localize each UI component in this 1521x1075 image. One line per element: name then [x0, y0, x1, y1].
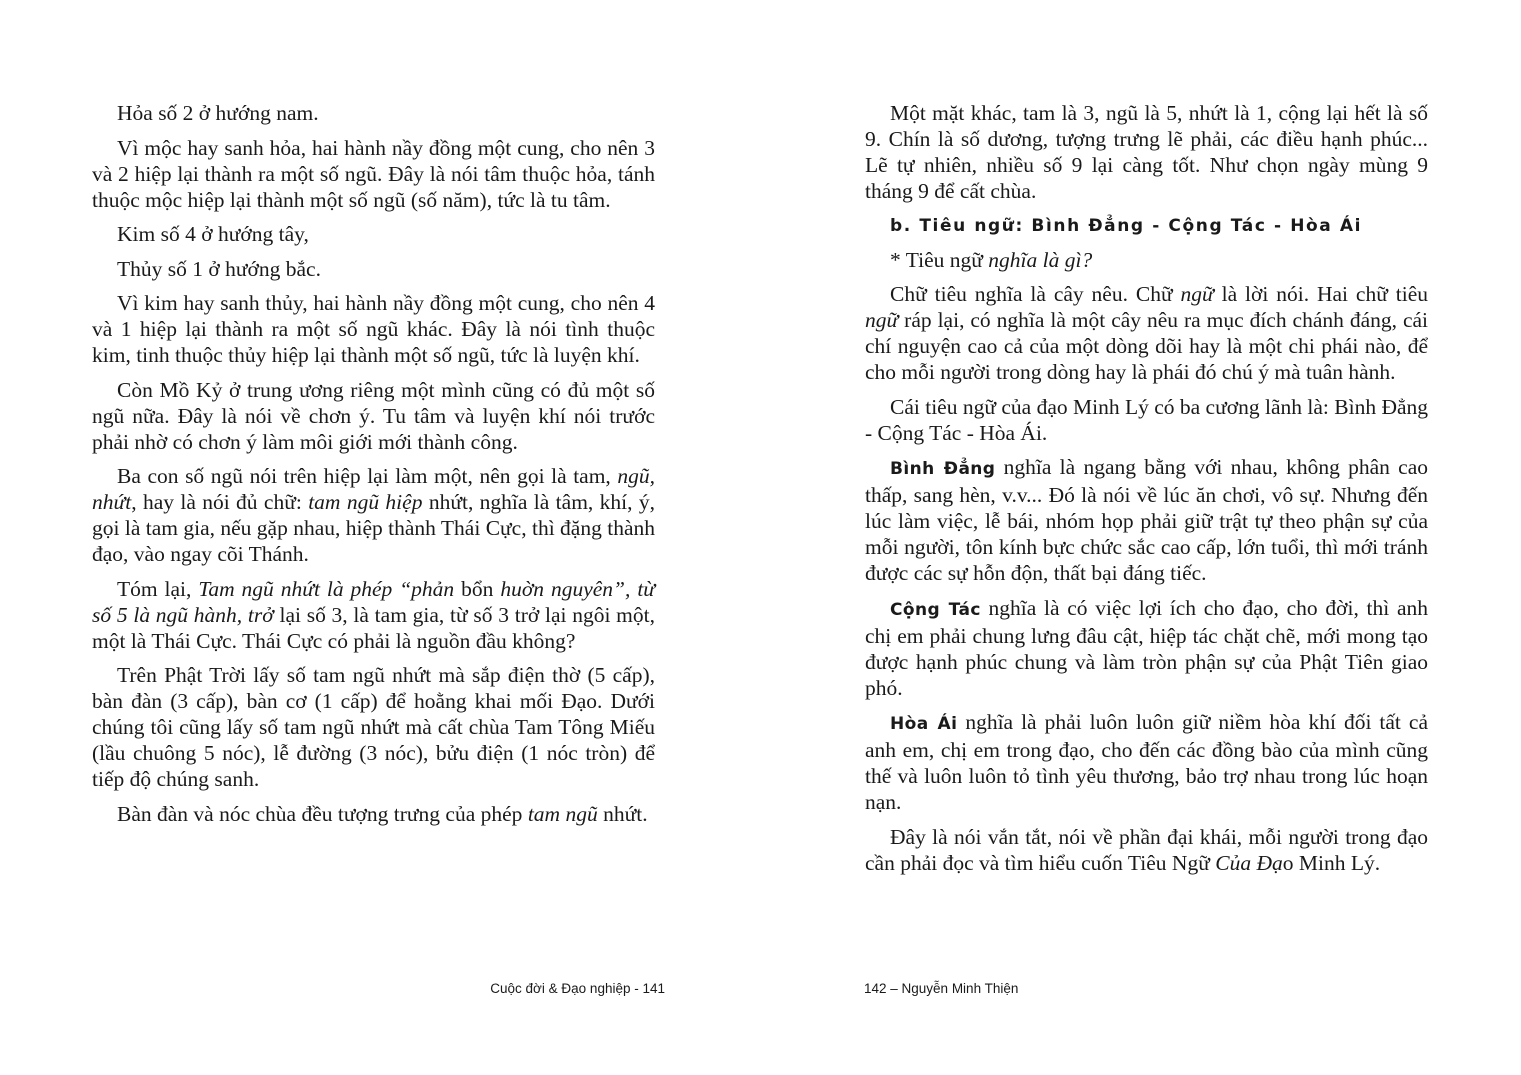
paragraph — [865, 709, 1428, 815]
text-run: bổn — [454, 576, 501, 601]
text-run: Vì kim hay sanh thủy, hai hành nầy đồng một cung, cho nên 4 và 1 hiệp lại thành ra một số ngũ khác. Đây là nói tình thuộc kim, tinh thuộc thủy hiệp lại thành một số ngũ, tức là luyện khí. — [92, 291, 655, 367]
text-run: b. Tiêu ngữ: Bình Đẳng - Cộng Tác - Hòa Ái — [890, 215, 1363, 236]
text-run: , hay là nói đủ chữ: — [131, 490, 309, 514]
paragraph — [92, 801, 655, 827]
paragraph — [92, 377, 655, 455]
paragraph — [865, 100, 1428, 204]
paragraph — [865, 247, 1428, 273]
text-run: lại số 3, là tam gia, từ số 3 trở lại ngôi một, một là Thái Cực. Thái Cực có phải là nguồn đầu không? — [92, 602, 655, 653]
left-page-footer: Cuộc đời & Đạo nghiệp - 141 — [490, 981, 665, 996]
left-page — [92, 100, 655, 835]
bold-term: Cộng Tác — [890, 599, 981, 620]
paragraph — [92, 135, 655, 213]
paragraph — [92, 100, 655, 126]
text-run: Còn Mồ Kỷ ở trung ương riêng một mình cũng có đủ một số ngũ nữa. Đây là nói về chơn ý. Tu tâm và luyện khí nói trước phải nhờ có chơn ý làm môi giới mới thành công. — [92, 377, 655, 454]
paragraph — [865, 394, 1428, 446]
text-run: * Tiêu ngữ — [890, 247, 989, 272]
paragraph — [92, 256, 655, 282]
right-page-footer: 142 – Nguyễn Minh Thiện — [864, 981, 1019, 996]
paragraph — [865, 824, 1428, 876]
paragraph — [865, 595, 1428, 701]
text-run: Trên Phật Trời lấy số tam ngũ nhứt mà sắp điện thờ (5 cấp), bàn đàn (3 cấp), bàn cơ (1 cấp) để hoằng khai mối Đạo. Dưới chúng tôi cũng lấy số tam ngũ nhứt mà cất chùa Tam Tông Miếu (lầu chuông 5 nóc), lễ đường (3 nóc), bửu điện (1 nóc tròn) để tiếp độ chúng sanh. — [92, 663, 655, 791]
text-run: nhứt, nghĩa là tâm, khí, ý, gọi là tam gia, nếu gặp nhau, hiệp thành Thái Cực, thì đặng thành đạo, vào ngay cõi Thánh. — [92, 490, 655, 566]
text-run: Ba con số ngũ nói trên hiệp lại làm một, nên gọi là tam, — [117, 464, 618, 488]
paragraph — [92, 576, 655, 654]
text-run: Cái tiêu ngữ của đạo Minh Lý có ba cương lãnh là: Bình Đẳng - Cộng Tác - Hòa Ái. — [865, 394, 1429, 445]
text-run: nhứt. — [597, 801, 648, 826]
italic-text: tam ngũ — [527, 801, 598, 826]
text-run: Chữ tiêu nghĩa là cây nêu. Chữ — [890, 282, 1181, 306]
paragraph — [865, 281, 1428, 385]
text-run: Một mặt khác, tam là 3, ngũ là 5, nhứt là 1, cộng lại hết là số 9. Chín là số dương, tượng trưng lẽ phải, các điều hạnh phúc... Lẽ tự nhiên, nhiều số 9 lại càng tốt. Như chọn ngày mùng 9 tháng 9 để cất chùa. — [865, 101, 1428, 203]
text-run: nghĩa là có việc lợi ích cho đạo, cho đời, thì anh chị em phải chung lưng đâu cật, hiệp tác chặt chẽ, mới mong tạo được hạnh phúc chung và làm tròn phận sự của Phật Tiên giao phó. — [865, 595, 1429, 700]
text-run: Tóm lại, — [117, 576, 199, 601]
bold-term: Hòa Ái — [890, 714, 958, 734]
italic-text: huờn nguyên”, từ số 5 là ngũ hành, trở — [92, 576, 656, 627]
text-run: Bàn đàn và nóc chùa đều tượng trưng của phép — [117, 801, 528, 826]
text-run: nghĩa là phải luôn luôn giữ niềm hòa khí đối tất cả anh em, chị em trong đạo, cho đến các đồng bào của mình cũng thế và luôn luôn tỏ tình yêu thương, bảo trợ nhau trong lúc hoạn nạn. — [865, 710, 1428, 814]
text-run: Đây là nói vắn tắt, nói về phần đại khái, mỗi người trong đạo cần phải đọc và tìm hiểu cuốn Tiêu Ngữ — [865, 824, 1428, 875]
paragraph — [92, 463, 655, 567]
italic-text: tam ngũ hiệp — [308, 490, 423, 514]
right-page — [865, 100, 1428, 884]
italic-text: nghĩa là gì? — [988, 247, 1093, 272]
text-run: Vì mộc hay sanh hỏa, hai hành nầy đồng một cung, cho nên 3 và 2 hiệp lại thành ra một số ngũ. Đây là nói tâm thuộc hỏa, tánh thuộc mộc hiệp lại thành một số ngũ (số năm), tức là tu tâm. — [92, 135, 655, 212]
text-run: Hỏa số 2 ở hướng nam. — [117, 101, 319, 125]
paragraph — [865, 454, 1428, 586]
text-run: o Minh Lý. — [1282, 850, 1381, 875]
text-run: nghĩa là ngang bằng với nhau, không phân cao thấp, sang hèn, v.v... Đó là nói về lúc ăn chơi, vô sự. Nhưng đến lúc làm việc, lễ bái, nhóm họp phải giữ trật tự theo phận sự của mỗi người, tôn kính bực chức sắc cao cấp, lớn tuổi, thì mới tránh được các sự hỗn độn, thất bại đáng tiếc. — [865, 455, 1428, 585]
paragraph — [92, 662, 655, 792]
paragraph — [92, 290, 655, 368]
text-run: ráp lại, có nghĩa là một cây nêu ra mục đích chánh đáng, cái chí nguyện cao cả của một dòng dõi hay là một chi phái nào, để cho mỗi người trong dòng hay là phái đó chú ý mà tuân hành. — [865, 308, 1428, 384]
italic-text: Của Đạ — [1215, 850, 1283, 875]
italic-text: ngũ, nhứt — [92, 464, 655, 514]
text-run: Thủy số 1 ở hướng bắc. — [117, 256, 321, 281]
text-run: là lời nói. Hai chữ tiêu — [1213, 282, 1428, 306]
paragraph — [92, 221, 655, 247]
text-run: Kim số 4 ở hướng tây, — [117, 222, 309, 246]
section-heading — [865, 213, 1428, 239]
italic-text: Tam ngũ nhứt là phép “phản — [198, 576, 455, 601]
bold-term: Bình Đẳng — [890, 459, 996, 479]
italic-text: ngữ — [1180, 282, 1214, 306]
italic-text: ngữ — [865, 308, 899, 332]
